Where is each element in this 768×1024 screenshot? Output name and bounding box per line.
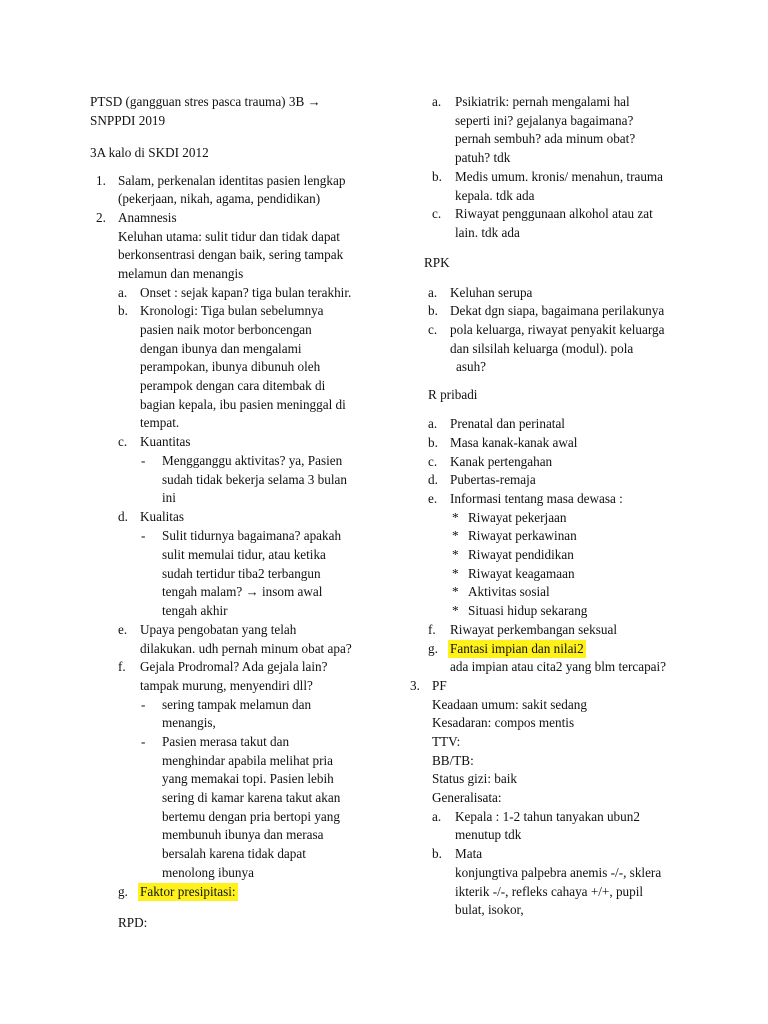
list-marker: a. [428, 285, 438, 300]
kronologi-line: perampok dengan cara ditembak di [140, 378, 326, 393]
prodromal-sub-line: menangis, [162, 715, 216, 730]
kronologi-line: Kronologi: Tiga bulan sebelumnya [140, 303, 324, 318]
rpd-line: lain. tdk ada [455, 225, 520, 240]
asterisk-bullet: * [452, 603, 459, 618]
list-number: 3. [410, 678, 420, 693]
prodromal-sub-line: bersalah karena tidak dapat [162, 846, 306, 861]
rpk-line: pola keluarga, riwayat penyakit keluarga [450, 322, 665, 337]
rpribadi-item: Prenatal dan perinatal [450, 416, 565, 431]
list-marker: a. [118, 285, 128, 300]
rpribadi-item: Informasi tentang masa dewasa : [450, 491, 623, 506]
anamnesis-heading: Anamnesis [118, 210, 177, 225]
rpk-line: Dekat dgn siapa, bagaimana perilakunya [450, 303, 665, 318]
rpd-line: seperti ini? gejalanya bagaimana? [455, 113, 634, 128]
prodromal-line: Gejala Prodromal? Ada gejala lain? [140, 659, 328, 674]
kepala-line: menutup tdk [455, 827, 522, 842]
list-marker: b. [118, 303, 128, 318]
rpd-heading: RPD: [118, 915, 148, 930]
list-marker: c. [432, 206, 442, 221]
rpd-line: Psikiatrik: pernah mengalami hal [455, 94, 630, 109]
skdi-note: 3A kalo di SKDI 2012 [90, 145, 209, 160]
kuantitas-line: Mengganggu aktivitas? ya, Pasien [162, 453, 343, 468]
dash-bullet: - [141, 453, 146, 468]
rpd-line: pernah sembuh? ada minum obat? [455, 131, 636, 146]
rpribadi-item: Masa kanak-kanak awal [450, 435, 578, 450]
list-marker: e. [428, 491, 438, 506]
dash-bullet: - [141, 734, 146, 749]
pf-line: Keadaan umum: sakit sedang [432, 697, 587, 712]
item1-line: Salam, perkenalan identitas pasien lengkap [118, 173, 346, 188]
pf-line: BB/TB: [432, 753, 474, 768]
fantasi-highlight: Fantasi impian dan nilai2 [450, 641, 584, 656]
keluhan-line: berkonsentrasi dengan baik, sering tampak [118, 247, 344, 262]
rpk-line: dan silsilah keluarga (modul). pola [450, 341, 634, 356]
dash-bullet: - [141, 528, 146, 543]
prodromal-sub-line: sering tampak melamun dan [162, 697, 312, 712]
dewasa-item: Riwayat keagamaan [468, 566, 575, 581]
list-marker: c. [118, 434, 128, 449]
kualitas-line: tengah malam? → insom awal [162, 584, 323, 599]
list-marker: g. [428, 641, 438, 656]
kronologi-line: pasien naik motor berboncengan [140, 322, 312, 337]
mata-heading: Mata [455, 846, 483, 861]
keluhan-line: melamun dan menangis [118, 266, 244, 281]
pf-line: Generalisata: [432, 790, 502, 805]
kualitas-line: Sulit tidurnya bagaimana? apakah [162, 528, 342, 543]
list-marker: g. [118, 884, 128, 899]
faktor-presipitasi-highlight: Faktor presipitasi: [140, 884, 236, 899]
prodromal-sub-line: sering di kamar karena takut akan [162, 790, 341, 805]
kuantitas-line: ini [162, 490, 176, 505]
kualitas-line: tengah akhir [162, 603, 228, 618]
rpk-line: asuh? [456, 359, 487, 374]
prodromal-sub-line: menghindar apabila melihat pria [162, 753, 334, 768]
item1-line: (pekerjaan, nikah, agama, pendidikan) [118, 191, 321, 206]
prodromal-sub-line: yang memakai topi. Pasien lebih [162, 771, 334, 786]
list-number: 1. [96, 173, 106, 188]
pf-line: TTV: [432, 734, 461, 749]
dewasa-item: Riwayat pendidikan [468, 547, 574, 562]
rpd-line: Medis umum. kronis/ menahun, trauma [455, 169, 664, 184]
kronologi-line: dengan ibunya dan mengalami [140, 341, 302, 356]
asterisk-bullet: * [452, 547, 459, 562]
dewasa-item: Riwayat perkawinan [468, 528, 577, 543]
rpribadi-heading: R pribadi [428, 387, 478, 402]
list-marker: c. [428, 454, 438, 469]
asterisk-bullet: * [452, 584, 459, 599]
list-marker: e. [118, 622, 128, 637]
asterisk-bullet: * [452, 510, 459, 525]
list-marker: b. [428, 435, 438, 450]
kepala-line: Kepala : 1-2 tahun tanyakan ubun2 [455, 809, 640, 824]
rpd-line: kepala. tdk ada [455, 188, 535, 203]
list-marker: a. [432, 94, 442, 109]
mata-line: konjungtiva palpebra anemis -/-, sklera [455, 865, 662, 880]
list-marker: a. [432, 809, 442, 824]
asterisk-bullet: * [452, 528, 459, 543]
dewasa-item: Aktivitas sosial [468, 584, 550, 599]
kualitas-line: sudah tertidur tiba2 terbangun [162, 566, 321, 581]
doc-title-line1: PTSD (gangguan stres pasca trauma) 3B → [90, 94, 321, 109]
list-marker: b. [432, 169, 442, 184]
dash-bullet: - [141, 697, 146, 712]
list-number: 2. [96, 210, 106, 225]
dewasa-item: Riwayat pekerjaan [468, 510, 567, 525]
keluhan-line: Keluhan utama: sulit tidur dan tidak dapat [118, 229, 340, 244]
list-marker: c. [428, 322, 438, 337]
pf-line: Kesadaran: compos mentis [432, 715, 575, 730]
rpk-heading: RPK [424, 255, 450, 270]
kronologi-line: bagian kepala, ibu pasien meninggal di [140, 397, 346, 412]
list-marker: d. [428, 472, 438, 487]
pengobatan-line: Upaya pengobatan yang telah [140, 622, 297, 637]
kronologi-line: tempat. [140, 415, 180, 430]
pf-heading: PF [432, 678, 447, 693]
prodromal-sub-line: Pasien merasa takut dan [162, 734, 290, 749]
asterisk-bullet: * [452, 566, 459, 581]
fantasi-sub: ada impian atau cita2 yang blm tercapai? [450, 659, 667, 674]
list-marker: f. [118, 659, 126, 674]
rpribadi-item: Kanak pertengahan [450, 454, 553, 469]
list-marker: b. [428, 303, 438, 318]
rpd-line: Riwayat penggunaan alkohol atau zat [455, 206, 653, 221]
onset-text: Onset : sejak kapan? tiga bulan terakhir. [140, 285, 352, 300]
rpk-line: Keluhan serupa [450, 285, 533, 300]
pf-line: Status gizi: baik [432, 771, 517, 786]
mata-line: ikterik -/-, refleks cahaya +/+, pupil [455, 884, 644, 899]
kuantitas-line: sudah tidak bekerja selama 3 bulan [162, 472, 347, 487]
prodromal-sub-line: menolong ibunya [162, 865, 254, 880]
prodromal-line: tampak murung, menyendiri dll? [140, 678, 313, 693]
list-marker: f. [428, 622, 436, 637]
list-marker: a. [428, 416, 438, 431]
prodromal-sub-line: membunuh ibunya dan merasa [162, 827, 324, 842]
kualitas-heading: Kualitas [140, 509, 184, 524]
dewasa-item: Situasi hidup sekarang [468, 603, 588, 618]
list-marker: b. [432, 846, 442, 861]
list-marker: d. [118, 509, 128, 524]
kronologi-line: perampokan, ibunya dibunuh oleh [140, 359, 321, 374]
seksual-item: Riwayat perkembangan seksual [450, 622, 617, 637]
pengobatan-line: dilakukan. udh pernah minum obat apa? [140, 641, 352, 656]
mata-line: bulat, isokor, [455, 902, 524, 917]
rpribadi-item: Pubertas-remaja [450, 472, 536, 487]
kuantitas-heading: Kuantitas [140, 434, 191, 449]
doc-title-line2: SNPPDI 2019 [90, 113, 166, 128]
kualitas-line: sulit memulai tidur, atau ketika [162, 547, 326, 562]
prodromal-sub-line: bertemu dengan pria bertopi yang [162, 809, 340, 824]
rpd-line: patuh? tdk [455, 150, 511, 165]
